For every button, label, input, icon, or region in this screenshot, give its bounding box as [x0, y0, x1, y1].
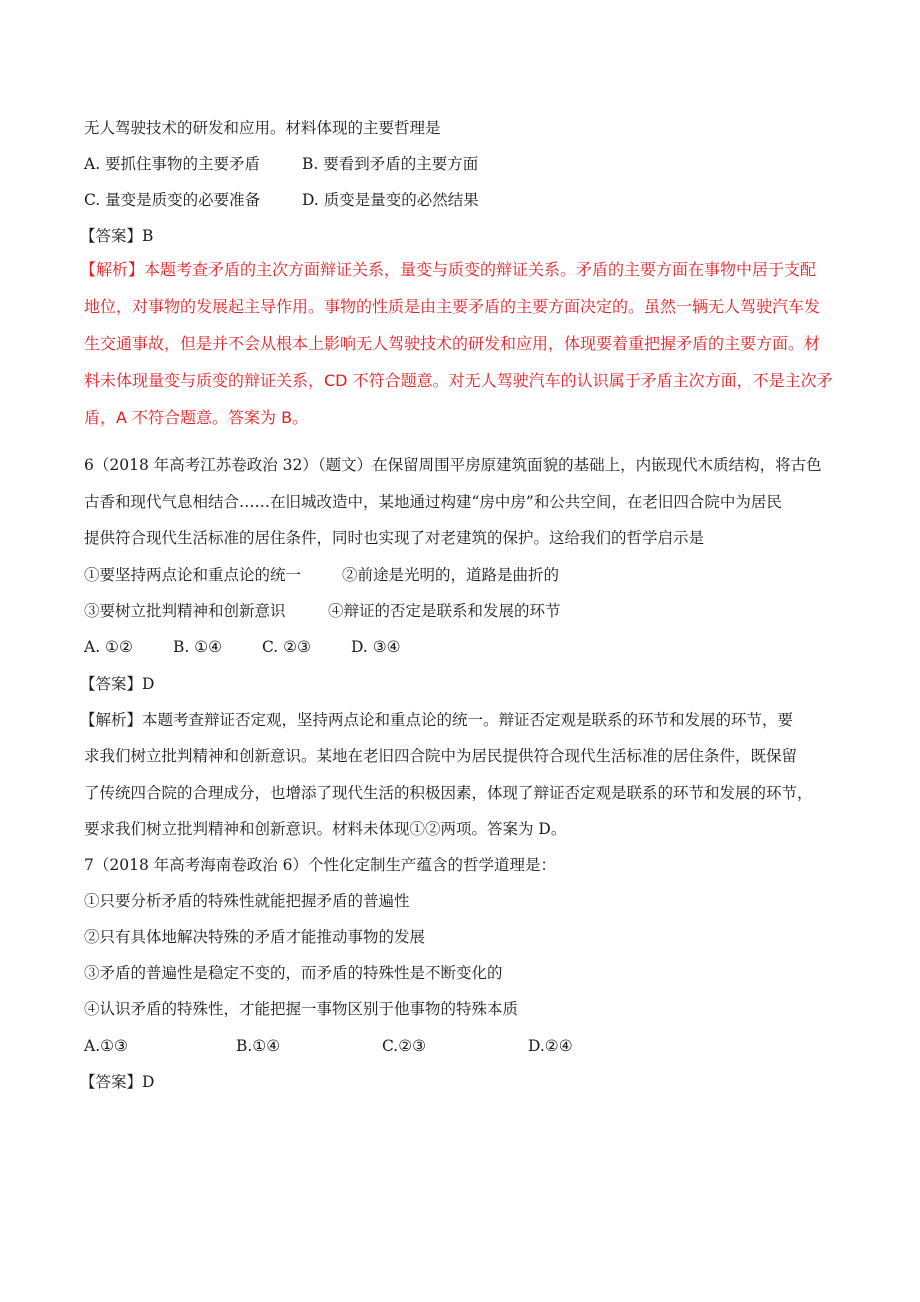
- q7-options-row: [84, 1036, 573, 1056]
- q7-stem: 7（2018 年高考海南卷政治 6）个性化定制生产蕴含的哲学道理是：: [84, 856, 557, 874]
- q5-options-row-1: [84, 154, 478, 174]
- q6-option-d: D. ③④: [351, 638, 401, 656]
- q6-stem-line-2: 古香和现代气息相结合……在旧城改造中，某地通过构建“房中房”和公共空间，在老旧四合院中为居民: [84, 493, 782, 511]
- q7-option-d: D.②④: [528, 1037, 573, 1055]
- q6-option-b: B. ①④: [173, 638, 223, 656]
- q7-statement-2: ②只有具体地解决特殊的矛盾才能推动事物的发展: [84, 928, 426, 946]
- q7-statement-1: ①只要分析矛盾的特殊性就能把握矛盾的普遍性: [84, 892, 410, 910]
- q7-statement-3: ③矛盾的普遍性是稳定不变的，而矛盾的特殊性是不断变化的: [84, 964, 503, 982]
- q5-analysis-line-5: 盾，A 不符合题意。答案为 B。: [84, 408, 309, 427]
- q5-option-d: D. 质变是量变的必然结果: [302, 191, 479, 209]
- q6-statement-4: ④辩证的否定是联系和发展的环节: [328, 602, 561, 620]
- q5-option-c: C. 量变是质变的必要准备: [84, 191, 261, 209]
- q6-analysis-line-3: 了传统四合院的合理成分，也增添了现代生活的积极因素，体现了辩证否定观是联系的环节和发展的环节，: [84, 784, 813, 802]
- q6-option-c: C. ②③: [262, 638, 311, 656]
- q5-analysis-line-2: 地位，对事物的发展起主导作用。事物的性质是由主要矛盾的主要方面决定的。虽然一辆无人驾驶汽车发: [84, 297, 821, 316]
- q6-answer: 【答案】D: [80, 675, 155, 693]
- q5-answer: 【答案】B: [80, 227, 154, 245]
- q6-statements-row-1: [84, 565, 559, 585]
- q7-option-b: B.①④: [236, 1037, 281, 1055]
- q6-stem-line-3: 提供符合现代生活标准的居住条件，同时也实现了对老建筑的保护。这给我们的哲学启示是: [84, 529, 705, 547]
- q6-option-a: A. ①②: [84, 638, 133, 656]
- q7-option-a: A.①③: [84, 1037, 128, 1055]
- q6-stem-line-1: 6（2018 年高考江苏卷政治 32）（题文）在保留周围平房原建筑面貌的基础上，内嵌现代木质结构，将古色: [84, 456, 822, 474]
- q6-statements-row-2: [84, 601, 561, 621]
- q6-statement-3: ③要树立批判精神和创新意识: [84, 602, 286, 620]
- q6-statement-2: ②前途是光明的，道路是曲折的: [342, 566, 560, 584]
- q6-analysis-line-4: 要求我们树立批判精神和创新意识。材料未体现①②两项。答案为 D。: [84, 820, 567, 838]
- q7-statement-4: ④认识矛盾的特殊性，才能把握一事物区别于他事物的特殊本质: [84, 1000, 519, 1018]
- q5-option-a: A. 要抓住事物的主要矛盾: [84, 155, 261, 173]
- q6-options-row: [84, 637, 401, 657]
- q6-statement-1: ①要坚持两点论和重点论的统一: [84, 566, 302, 584]
- q7-answer: 【答案】D: [80, 1073, 155, 1091]
- q5-analysis-line-3: 生交通事故，但是并不会从根本上影响无人驾驶技术的研发和应用，体现要着重把握矛盾的主要方面。材: [84, 334, 821, 353]
- q5-stem-tail: 无人驾驶技术的研发和应用。材料体现的主要哲理是: [84, 119, 441, 137]
- q7-option-c: C.②③: [382, 1037, 427, 1055]
- q6-analysis-line-2: 求我们树立批判精神和创新意识。某地在老旧四合院中为居民提供符合现代生活标准的居住条件，既保留: [84, 747, 798, 765]
- q5-option-b: B. 要看到矛盾的主要方面: [302, 155, 479, 173]
- q5-analysis-line-4: 料未体现量变与质变的辩证关系，CD 不符合题意。对无人驾驶汽车的认识属于矛盾主次方面，不是主次矛: [84, 371, 833, 390]
- q5-options-row-2: [84, 190, 479, 210]
- q6-analysis-line-1: 【解析】本题考查辩证否定观，坚持两点论和重点论的统一。辩证否定观是联系的环节和发展的环节，要: [80, 711, 794, 729]
- q5-analysis-line-1: 【解析】本题考查矛盾的主次方面辩证关系，量变与质变的辩证关系。矛盾的主要方面在事物中居于支配: [80, 260, 817, 279]
